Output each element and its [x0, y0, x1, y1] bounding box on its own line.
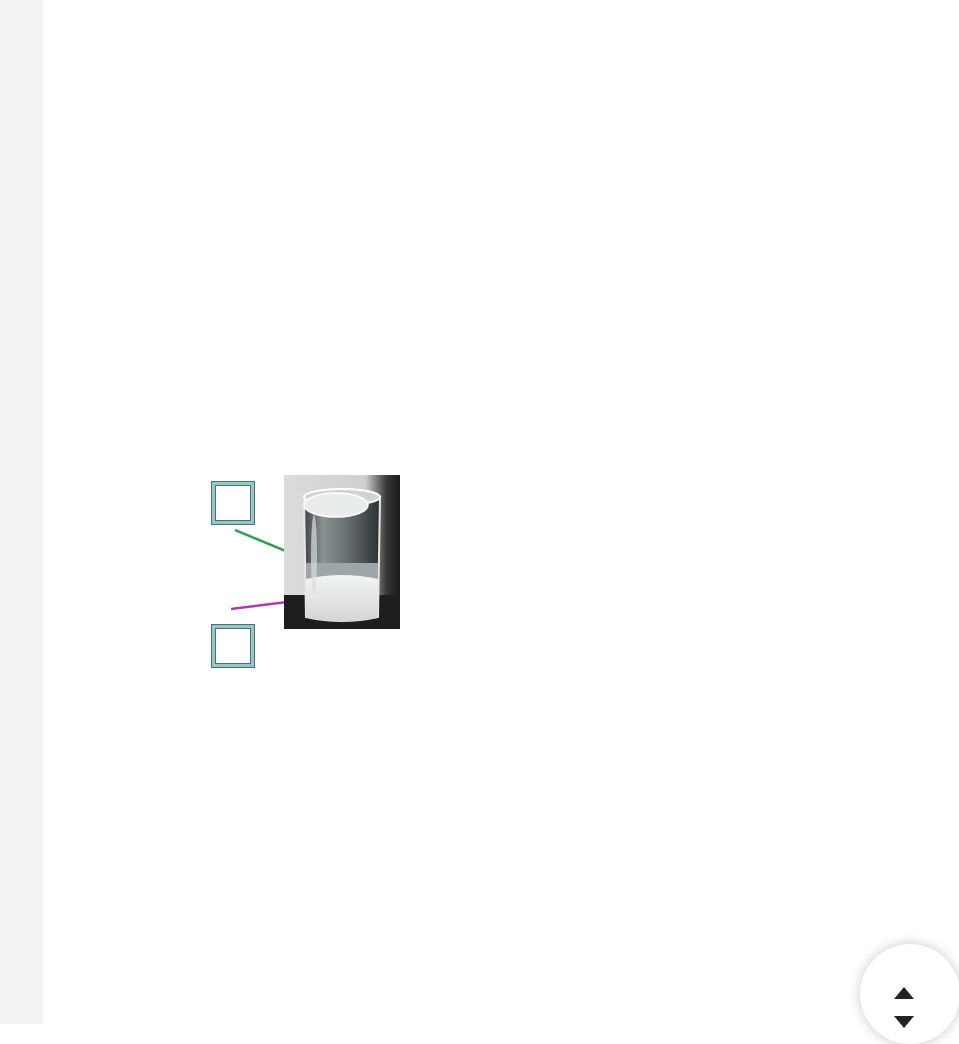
filter-paper	[304, 493, 368, 517]
triangle-up-icon[interactable]	[894, 987, 914, 999]
glass-highlight	[311, 515, 317, 595]
question-mark-bottom	[215, 628, 251, 664]
question-mark-box-top	[211, 481, 255, 525]
left-gutter	[0, 0, 43, 1024]
page-navigation-control[interactable]	[860, 944, 959, 1044]
question-mark-box-bottom	[211, 624, 255, 668]
solid-sediment	[306, 575, 378, 621]
triangle-down-icon[interactable]	[894, 1016, 914, 1028]
beaker-photo	[284, 475, 400, 629]
document-page	[43, 0, 959, 1024]
question-mark-top	[215, 485, 251, 521]
